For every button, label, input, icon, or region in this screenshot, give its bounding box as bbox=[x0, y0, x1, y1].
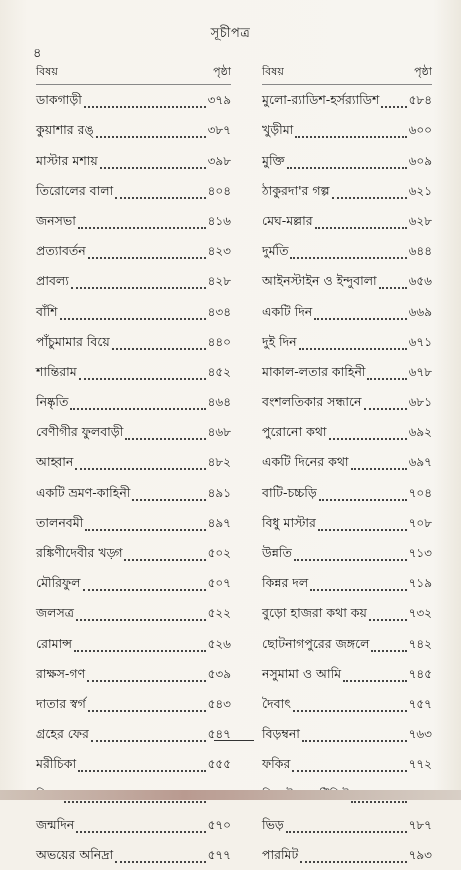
toc-entry bbox=[36, 145, 231, 175]
toc-entry bbox=[262, 447, 432, 477]
entry-title: পারমিট bbox=[262, 846, 299, 862]
entry-title: ছোটনাগপুরের জঙ্গলে bbox=[262, 635, 370, 651]
toc-entry bbox=[262, 296, 432, 326]
column-header bbox=[262, 62, 432, 85]
toc-entry bbox=[262, 659, 432, 689]
toc-entry bbox=[36, 447, 231, 477]
entry-title: বাঁশি bbox=[36, 303, 58, 319]
dot-leader bbox=[310, 589, 406, 591]
dot-leader bbox=[125, 438, 205, 440]
entry-page-number: ৩৭৯ bbox=[207, 93, 231, 108]
toc-entry bbox=[262, 85, 432, 115]
entry-page-number: ৪৫২ bbox=[207, 364, 231, 379]
dot-leader bbox=[76, 619, 206, 621]
entry-title: তালনবমী bbox=[36, 514, 84, 530]
entry-title: রাক্ষস-গণ bbox=[36, 665, 86, 681]
entry-title: ফকির bbox=[262, 756, 291, 772]
entry-title: একটি দিন bbox=[262, 303, 313, 319]
entry-page-number: ৫২২ bbox=[207, 606, 231, 621]
toc-entry bbox=[36, 689, 231, 719]
entry-title: মুক্তি bbox=[262, 152, 285, 168]
column-header bbox=[36, 62, 231, 85]
entry-page-number: ৬৯৭ bbox=[408, 455, 432, 470]
entry-page-number: ৭৪৫ bbox=[408, 666, 432, 681]
entry-page-number: ৬৫৬ bbox=[408, 274, 432, 289]
toc-entry bbox=[36, 810, 231, 840]
toc-entry bbox=[262, 266, 432, 296]
entry-page-number: ৩৮৭ bbox=[207, 123, 231, 138]
toc-entry bbox=[262, 327, 432, 357]
toc-right-column bbox=[262, 62, 432, 870]
entry-page-number: ৪৪০ bbox=[207, 334, 231, 349]
entry-page-number: ৫৭০ bbox=[207, 817, 231, 832]
dot-leader bbox=[379, 287, 407, 289]
entry-page-number: ৭০৮ bbox=[408, 515, 432, 530]
entry-page-number: ৫৭৭ bbox=[207, 847, 231, 862]
entry-title: বাটি-চচ্চড়ি bbox=[262, 484, 317, 500]
dot-leader bbox=[314, 318, 406, 320]
entry-page-number: ৫৮৪ bbox=[408, 93, 432, 108]
entry-title: প্রত্যাবর্তন bbox=[36, 243, 86, 259]
entry-page-number: ৭৯৩ bbox=[408, 847, 432, 862]
dot-leader bbox=[88, 710, 206, 712]
entry-page-number: ৭১৩ bbox=[408, 546, 432, 560]
toc-entry bbox=[36, 115, 231, 145]
dot-leader bbox=[60, 318, 206, 320]
entry-title: মৌরিফুল bbox=[36, 575, 81, 591]
toc-entry bbox=[36, 659, 231, 689]
toc-entry bbox=[36, 628, 231, 658]
entry-title: দাতার স্বর্গ bbox=[36, 695, 86, 711]
entry-title: বুড়ো হাজরা কথা কয় bbox=[262, 605, 367, 621]
dot-leader bbox=[115, 197, 205, 199]
dot-leader bbox=[343, 680, 407, 682]
dot-leader bbox=[87, 680, 205, 682]
entry-title: মাকাল-লতার কাহিনী bbox=[262, 363, 366, 379]
entry-page-number: ৫৩৯ bbox=[207, 666, 231, 681]
dot-leader bbox=[132, 499, 205, 501]
toc-entry bbox=[36, 236, 231, 266]
toc-entry bbox=[262, 387, 432, 417]
entry-title: একটি ভ্রমণ-কাহিনী bbox=[36, 484, 131, 500]
entry-page-number: ৭৪২ bbox=[408, 636, 432, 651]
entry-page-number: ৬৭১ bbox=[408, 334, 432, 349]
entry-page-number: ৬০০ bbox=[408, 123, 432, 138]
entry-title: নসুমামা ও আমি bbox=[262, 665, 342, 681]
toc-entry bbox=[36, 477, 231, 507]
entry-page-number: ৫০৭ bbox=[207, 576, 231, 591]
toc-entry bbox=[262, 236, 432, 266]
dot-leader bbox=[71, 287, 206, 289]
entry-page-number: ৬০৯ bbox=[408, 153, 432, 168]
entry-title: একটি দিনের কথা bbox=[262, 454, 349, 470]
entry-title: বিধু মাস্টার bbox=[262, 514, 316, 530]
dot-leader bbox=[295, 136, 406, 138]
dot-leader bbox=[124, 559, 205, 561]
toc-entry bbox=[262, 598, 432, 628]
entry-title: কিন্নর দল bbox=[262, 575, 309, 591]
dot-leader bbox=[351, 801, 407, 803]
dot-leader bbox=[369, 619, 407, 621]
entry-title: শান্তিরাম bbox=[36, 363, 77, 379]
entry-title: মেঘ-মল্লার bbox=[262, 212, 313, 228]
entry-title: প্রাবল্য bbox=[36, 273, 69, 289]
dot-leader bbox=[329, 438, 407, 440]
dot-leader bbox=[74, 650, 206, 652]
entry-title: নিষ্কৃতি bbox=[36, 394, 69, 410]
entry-title: পুরোনো কথা bbox=[262, 424, 327, 440]
dot-leader bbox=[78, 227, 206, 229]
entry-title: কুয়াশার রঙ্ bbox=[36, 122, 94, 138]
entry-title: রোমান্স bbox=[36, 635, 72, 651]
toc-entry-list bbox=[262, 85, 432, 870]
dot-leader bbox=[367, 378, 406, 380]
dot-leader bbox=[84, 106, 206, 108]
entry-page-number: ৫৫৫ bbox=[207, 757, 231, 772]
toc-entry bbox=[262, 417, 432, 447]
toc-entry bbox=[36, 266, 231, 296]
header-subject: বিষয় bbox=[36, 65, 58, 78]
entry-title: মাস্টার মশায় bbox=[36, 152, 98, 168]
toc-entry bbox=[36, 538, 231, 568]
toc-entry bbox=[262, 628, 432, 658]
dot-leader bbox=[100, 167, 206, 169]
entry-title: বিড়ম্বনা bbox=[262, 726, 300, 742]
dot-leader bbox=[381, 106, 406, 108]
entry-title: জনসভা bbox=[36, 212, 76, 228]
entry-title: ঠাকুরদা'র গল্প bbox=[262, 182, 330, 198]
toc-entry bbox=[36, 568, 231, 598]
toc-entry bbox=[36, 357, 231, 387]
toc-entry-list bbox=[36, 85, 231, 870]
entry-page-number: ৪৩৪ bbox=[207, 304, 231, 319]
entry-page-number: ৭৬৩ bbox=[408, 727, 432, 742]
dot-leader bbox=[318, 529, 407, 531]
toc-entry bbox=[262, 538, 432, 568]
toc-entry bbox=[262, 810, 432, 840]
entry-title: বংশলতিকার সন্ধানে bbox=[262, 394, 362, 410]
entry-title: ভিড় bbox=[262, 816, 284, 832]
entry-page-number: ৫০২ bbox=[207, 546, 231, 560]
toc-entry bbox=[262, 568, 432, 598]
toc-entry bbox=[262, 508, 432, 538]
dot-leader bbox=[83, 589, 206, 591]
dot-leader bbox=[300, 861, 406, 863]
dot-leader bbox=[315, 227, 407, 229]
entry-page-number: ৪০৪ bbox=[207, 183, 231, 198]
entry-page-number: ৪৯১ bbox=[207, 485, 231, 500]
entry-page-number: ৪২৩ bbox=[207, 244, 231, 259]
entry-title: তিরোলের বালা bbox=[36, 182, 114, 198]
toc-entry bbox=[36, 598, 231, 628]
toc-entry bbox=[262, 145, 432, 175]
entry-title: দৈবাৎ bbox=[262, 695, 291, 711]
entry-page-number: ৬৯২ bbox=[408, 425, 432, 440]
toc-entry bbox=[262, 749, 432, 779]
toc-entry bbox=[36, 749, 231, 779]
dot-leader bbox=[351, 468, 407, 470]
header-subject: বিষয় bbox=[262, 65, 284, 78]
entry-title: পাঁচুমামার বিয়ে bbox=[36, 333, 110, 349]
toc-entry bbox=[36, 508, 231, 538]
toc-entry bbox=[36, 327, 231, 357]
toc-entry bbox=[262, 840, 432, 870]
entry-title: বেণীগীর ফুলবাড়ী bbox=[36, 424, 124, 440]
entry-title: মরীচিকা bbox=[36, 756, 77, 772]
entry-page-number: ৪৮২ bbox=[207, 455, 231, 470]
entry-page-number: ৬৬৯ bbox=[408, 304, 432, 319]
dot-leader bbox=[85, 529, 205, 531]
entry-title: গ্রহের ফের bbox=[36, 726, 89, 742]
page-edge bbox=[0, 790, 461, 800]
toc-entry bbox=[262, 689, 432, 719]
toc-entry bbox=[262, 477, 432, 507]
entry-page-number: ৩৯৮ bbox=[207, 153, 231, 168]
toc-entry bbox=[36, 296, 231, 326]
dot-leader bbox=[79, 378, 206, 380]
dot-leader bbox=[64, 801, 206, 803]
entry-page-number: ৭১৯ bbox=[408, 576, 432, 591]
entry-page-number: ৪৬৮ bbox=[207, 425, 231, 440]
entry-title: জন্মদিন bbox=[36, 816, 75, 832]
dot-leader bbox=[75, 468, 205, 470]
dot-leader bbox=[115, 861, 205, 863]
dot-leader bbox=[287, 167, 407, 169]
entry-title: ডাকগাড়ী bbox=[36, 92, 82, 108]
toc-entry bbox=[36, 206, 231, 236]
entry-page-number: ৬২৮ bbox=[408, 213, 432, 228]
dot-leader bbox=[91, 740, 206, 742]
dot-leader bbox=[286, 831, 407, 833]
toc-entry bbox=[36, 417, 231, 447]
toc-entry bbox=[262, 357, 432, 387]
toc-left-column bbox=[36, 62, 231, 870]
dot-leader bbox=[319, 499, 407, 501]
entry-page-number: ৪৬৪ bbox=[207, 395, 231, 410]
toc-entry bbox=[262, 206, 432, 236]
entry-title: রঙ্কিণীদেবীর খড়্গ bbox=[36, 545, 123, 560]
dot-leader bbox=[292, 770, 406, 772]
entry-page-number: ৭৩২ bbox=[408, 606, 432, 621]
dot-leader bbox=[371, 650, 406, 652]
entry-title: দুই দিন bbox=[262, 333, 297, 349]
dot-leader bbox=[70, 408, 205, 410]
entry-page-number: ৫৪৩ bbox=[207, 696, 231, 711]
header-page: পৃষ্ঠা bbox=[213, 65, 231, 78]
entry-page-number: ৬৪৪ bbox=[408, 244, 432, 259]
dot-leader bbox=[299, 348, 407, 350]
entry-title: আহ্বান bbox=[36, 454, 74, 470]
entry-page-number: ৬৭৮ bbox=[408, 364, 432, 379]
page-title: সূচীপত্র bbox=[210, 26, 251, 41]
entry-title: আইনস্টাইন ও ইন্দুবালা bbox=[262, 273, 377, 289]
entry-page-number: ৬২১ bbox=[408, 183, 432, 198]
entry-title: জলসত্র bbox=[36, 605, 74, 621]
entry-title: মুলো-র‍্যাডিশ-হর্সর‍্যাডিশ bbox=[262, 92, 380, 108]
toc-entry bbox=[36, 387, 231, 417]
toc-entry bbox=[36, 85, 231, 115]
toc-entry bbox=[36, 840, 231, 870]
dot-leader bbox=[332, 197, 407, 199]
entry-page-number: ৭৫৭ bbox=[408, 696, 432, 711]
dot-leader bbox=[88, 257, 206, 259]
entry-page-number: ৫২৬ bbox=[207, 636, 231, 651]
entry-title: উন্নতি bbox=[262, 545, 292, 560]
dot-leader bbox=[290, 257, 406, 259]
dot-leader bbox=[96, 136, 206, 138]
dot-leader bbox=[293, 710, 407, 712]
footer-rule bbox=[214, 740, 254, 741]
toc-entry bbox=[36, 176, 231, 206]
dot-leader bbox=[78, 770, 206, 772]
entry-title: খুড়ীমা bbox=[262, 122, 294, 138]
entry-page-number: ৫৪৭ bbox=[207, 727, 231, 742]
toc-entry bbox=[262, 115, 432, 145]
dot-leader bbox=[76, 831, 205, 833]
entry-page-number: ৭০৪ bbox=[408, 485, 432, 500]
entry-page-number: ৬৮১ bbox=[408, 395, 432, 410]
toc-entry bbox=[262, 719, 432, 749]
dot-leader bbox=[302, 740, 407, 742]
entry-page-number: ৪৯৭ bbox=[207, 515, 231, 530]
dot-leader bbox=[294, 559, 407, 561]
dot-leader bbox=[364, 408, 407, 410]
dot-leader bbox=[112, 348, 206, 350]
entry-title: অভয়ের অনিদ্রা bbox=[36, 846, 114, 862]
toc-entry bbox=[36, 719, 231, 749]
page-number: ৪ bbox=[33, 46, 42, 61]
entry-page-number: ৪১৬ bbox=[207, 213, 231, 228]
entry-page-number: ৪২৮ bbox=[207, 274, 231, 289]
entry-page-number: ৭৮৭ bbox=[408, 817, 432, 832]
entry-title: দুর্মতি bbox=[262, 243, 289, 259]
header-page: পৃষ্ঠা bbox=[414, 65, 432, 78]
entry-page-number: ৭৭২ bbox=[408, 757, 432, 772]
toc-entry bbox=[262, 176, 432, 206]
